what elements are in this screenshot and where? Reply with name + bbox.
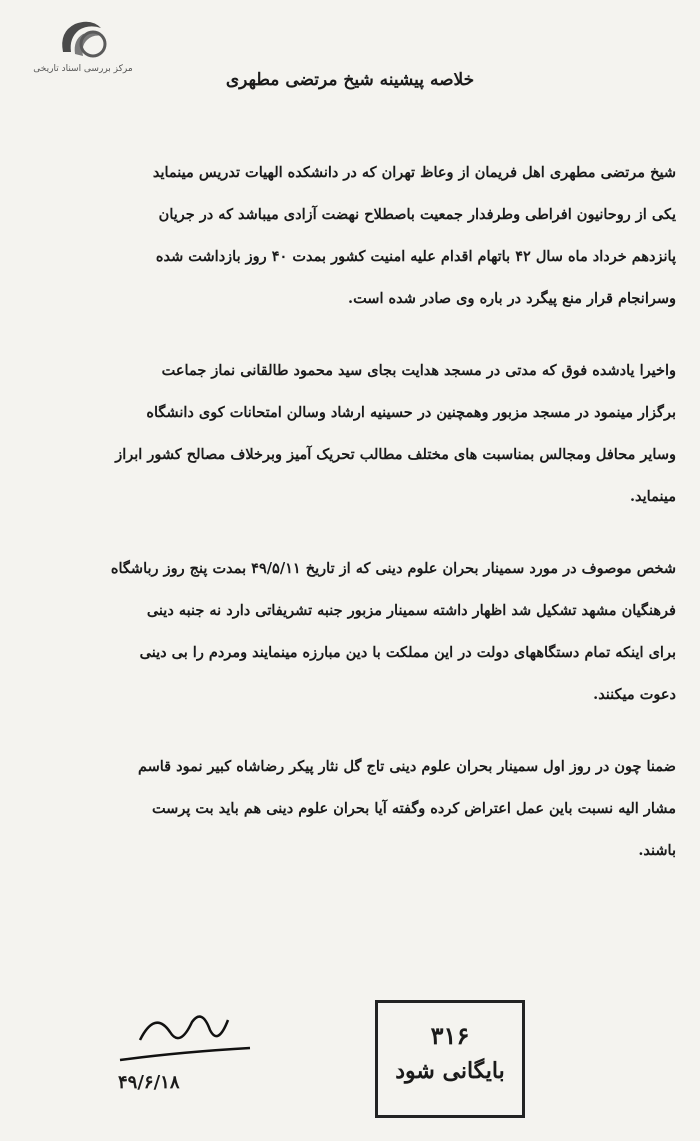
text-line: مینماید.	[629, 488, 676, 505]
text-line: ضمنا چون در روز اول سمینار بحران علوم دینی تاج گل نثار پیکر رضاشاه کبیر نمود قاسم	[137, 758, 676, 775]
paragraph-1	[28, 152, 676, 320]
stamp-number: ۳۱۶	[430, 1021, 470, 1050]
text-line: برای اینکه تمام دستگاههای دولت در این مملکت با دین مبارزه مینمایند ومردم را بی دینی	[139, 644, 676, 661]
archive-stamp	[375, 1000, 525, 1118]
text-line: وسایر محافل ومجالس بمناسبت های مختلف مطالب تحریک آمیز وبرخلاف مصالح کشور ابراز	[115, 446, 676, 463]
text-line: باشند.	[638, 842, 676, 859]
text-line: شخص موصوف در مورد سمینار بحران علوم دینی که از تاریخ ۴۹/۵/۱۱ بمدت پنج روز رباشگاه	[110, 560, 676, 577]
text-line: یکی از روحانیون افراطی وطرفدار جمعیت باصطلاح نهضت آزادی میباشد که در جریان	[158, 206, 676, 223]
handwritten-signature	[110, 1000, 260, 1110]
text-line: واخیرا یادشده فوق که مدتی در مسجد هدایت بجای سید محمود طالقانی نماز جماعت	[161, 362, 676, 379]
logo-caption: مرکز بررسی اسناد تاریخی	[33, 64, 133, 74]
archive-logo-icon	[55, 18, 111, 62]
document-title: خلاصه پیشینه شیخ مرتضی مطهری	[225, 70, 475, 90]
paragraph-2	[28, 350, 676, 518]
paragraph-4	[28, 746, 676, 872]
paragraph-3	[28, 548, 676, 716]
text-line: شیخ مرتضی مطهری اهل فریمان از وعاظ تهران که در دانشکده الهیات تدریس مینماید	[152, 164, 676, 181]
text-line: برگزار مینمود در مسجد مزبور وهمچنین در حسینیه ارشاد وسالن امتحانات کوی دانشگاه	[146, 404, 676, 421]
text-line: فرهنگیان مشهد تشکیل شد اظهار داشته سمینار مزبور جنبه تشریفاتی دارد نه جنبه دینی	[146, 602, 676, 619]
text-line: پانزدهم خرداد ماه سال ۴۲ باتهام اقدام علیه امنیت کشور بمدت ۴۰ روز بازداشت شده	[155, 248, 676, 265]
text-line: مشار الیه نسبت باین عمل اعتراض کرده وگفته آیا بحران علوم دینی هم باید بت پرست	[151, 800, 676, 817]
text-line: وسرانجام قرار منع پیگرد در باره وی صادر شده است.	[348, 290, 676, 307]
document-body	[28, 152, 676, 902]
signature-date: ۴۹/۶/۱۸	[118, 1072, 180, 1093]
stamp-label: بایگانی شود	[395, 1058, 505, 1084]
text-line: دعوت میکنند.	[593, 686, 676, 703]
